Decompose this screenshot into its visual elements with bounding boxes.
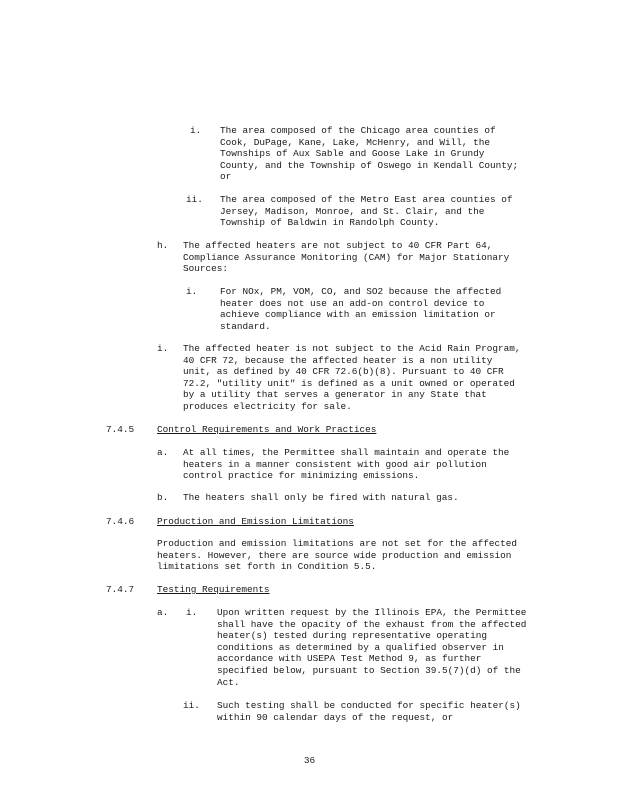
section-number: 7.4.6 bbox=[106, 516, 135, 527]
paragraph-cam: The affected heaters are not subject to 40 CFR Part 64, Compliance Assurance Monitoring (CAM) for Major Stationary Sources: bbox=[183, 240, 510, 275]
list-marker: i. bbox=[190, 125, 202, 136]
paragraph-testing-timing: Such testing shall be conducted for specific heater(s) within 90 calendar days of the request, or bbox=[217, 700, 521, 723]
list-marker: ii. bbox=[183, 700, 200, 711]
section-number: 7.4.7 bbox=[106, 584, 135, 595]
paragraph-natural-gas: The heaters shall only be fired with natural gas. bbox=[183, 492, 459, 503]
section-heading: Testing Requirements bbox=[157, 584, 270, 595]
paragraph-metro-east: The area composed of the Metro East area counties of Jersey, Madison, Monroe, and St. Clair, and the Township of Baldwin in Randolph County. bbox=[220, 194, 513, 229]
section-heading: Production and Emission Limitations bbox=[157, 516, 354, 527]
paragraph-acid-rain: The affected heater is not subject to the Acid Rain Program, 40 CFR 72, because the affected heater is a non utility unit, as defined by 40 CFR 72.6(b)(8). Pursuant to 40 CFR 72.2, "utility unit" is defined as a unit owned or operated by a utility that serves a generator in any State that produces electricity for sale. bbox=[183, 343, 521, 412]
paragraph-chicago-area: The area composed of the Chicago area counties of Cook, DuPage, Kane, Lake, McHenry, and Will, the Townships of Aux Sable and Goose Lake in Grundy County, and the Township of Oswego in Kendall County; or bbox=[220, 125, 519, 183]
paragraph-good-practice: At all times, the Permittee shall maintain and operate the heaters in a manner consistent with good air pollution control practice for minimizing emissions. bbox=[183, 447, 510, 482]
list-marker: ii. bbox=[186, 194, 203, 205]
paragraph-opacity-test: Upon written request by the Illinois EPA, the Permittee shall have the opacity of the exhaust from the affected heater(s) tested during representative operating conditions as determined by a qualified observer in accordance with USEPA Test Method 9, as further specified below, pursuant to Section 39.5(7)(d) of the Act. bbox=[217, 607, 527, 688]
paragraph-add-on-control: For NOx, PM, VOM, CO, and SO2 because the affected heater does not use an add-on control device to achieve compliance with an emission limitation or standard. bbox=[220, 286, 502, 332]
section-heading: Control Requirements and Work Practices bbox=[157, 424, 377, 435]
section-number: 7.4.5 bbox=[106, 424, 135, 435]
paragraph-limitations: Production and emission limitations are not set for the affected heaters. However, there are source wide production and emission limitations set forth in Condition 5.5. bbox=[157, 538, 518, 573]
page-number: 36 bbox=[303, 755, 316, 766]
list-marker: a. bbox=[157, 447, 169, 458]
list-marker: i. bbox=[186, 607, 198, 618]
list-marker: i. bbox=[186, 286, 198, 297]
list-marker: h. bbox=[157, 240, 169, 251]
list-marker: i. bbox=[157, 343, 169, 354]
list-marker: b. bbox=[157, 492, 169, 503]
list-marker: a. bbox=[157, 607, 169, 618]
